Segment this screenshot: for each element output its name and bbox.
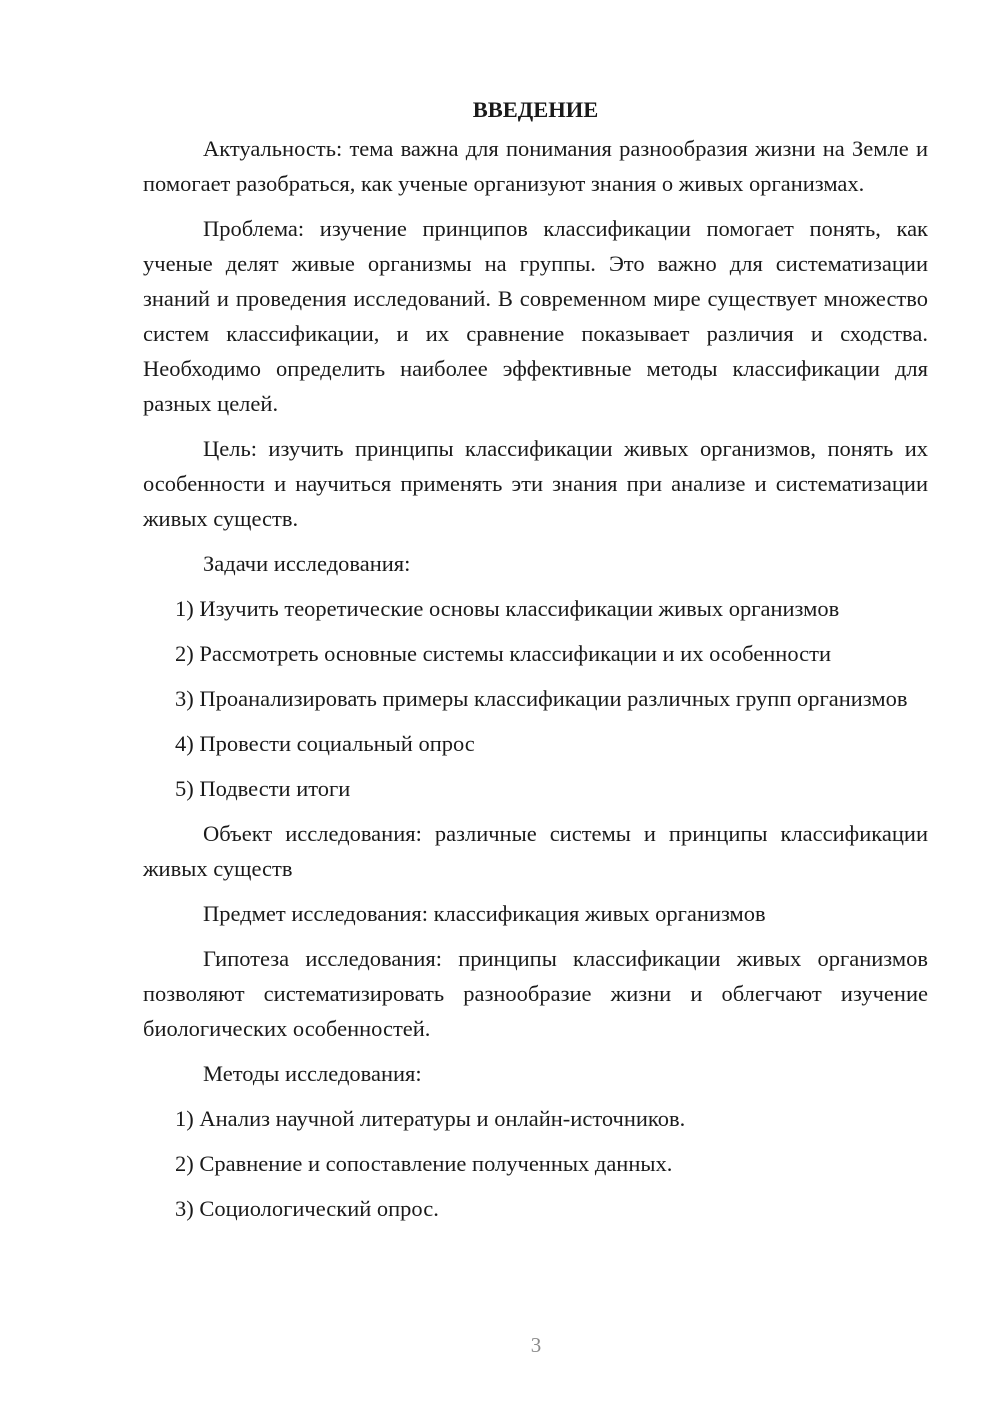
method-item: 3) Социологический опрос. [175,1196,439,1221]
method-item: 2) Сравнение и сопоставление полученных данных. [175,1151,673,1176]
task-item: 1) Изучить теоретические основы классификации живых организмов [175,596,840,621]
task-item: 2) Рассмотреть основные системы классификации и их особенности [175,641,832,666]
problem-paragraph: Проблема: изучение принципов классификации помогает понять, как ученые делят живые организмы на группы. Это важно для систематизации знаний и проведения исследований. В современном мире существует множество систем классификации, и их сравнение показывает различия и сходства. Необходимо определить наиболее эффективные методы классификации для разных целей. [143,216,928,416]
goal-paragraph: Цель: изучить принципы классификации живых организмов, понять их особенности и научиться применять эти знания при анализе и систематизации живых существ. [143,436,928,531]
section-title: ВВЕДЕНИЕ [472,97,599,122]
method-item: 1) Анализ научной литературы и онлайн-источников. [175,1106,686,1131]
relevance-paragraph: Актуальность: тема важна для понимания разнообразия жизни на Земле и помогает разобраться, как ученые организуют знания о живых организмах. [143,136,928,196]
methods-heading: Методы исследования: [203,1061,422,1086]
task-item: 4) Провести социальный опрос [175,731,475,756]
hypothesis-paragraph: Гипотеза исследования: принципы классификации живых организмов позволяют систематизировать разнообразие жизни и облегчают изучение биологических особенностей. [143,946,928,1041]
tasks-heading: Задачи исследования: [203,551,411,576]
page-number: 3 [530,1333,542,1357]
task-item: 3) Проанализировать примеры классификации различных групп организмов [175,686,908,711]
subject-paragraph: Предмет исследования: классификация живых организмов [203,901,766,926]
document-body [143,92,928,1236]
task-item: 5) Подвести итоги [175,776,351,801]
object-paragraph: Объект исследования: различные системы и принципы классификации живых существ [143,821,928,881]
